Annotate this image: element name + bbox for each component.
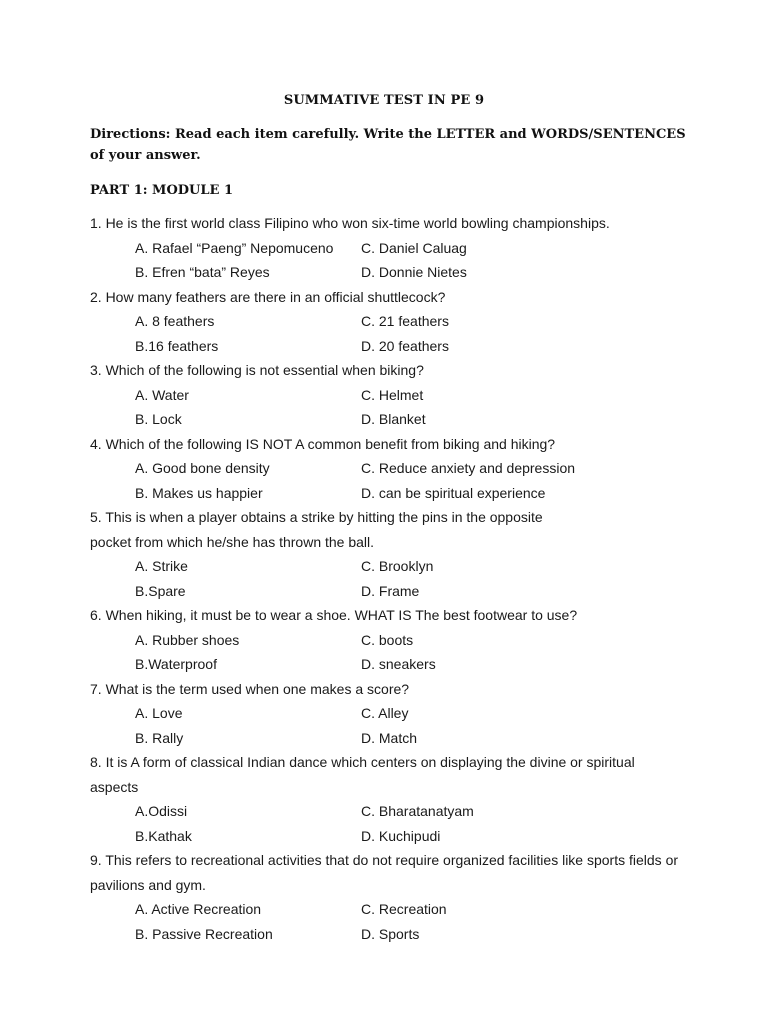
answer-option: D. sneakers: [361, 656, 436, 672]
options-row: [90, 579, 690, 604]
options-row: [90, 309, 690, 334]
answer-option: C. Alley: [361, 705, 409, 721]
question-item: [90, 677, 690, 751]
answer-option: C. Daniel Caluag: [361, 239, 467, 256]
answer-option: B. Passive Recreation: [135, 925, 273, 942]
answer-option: D. Sports: [361, 925, 420, 942]
question-item: [90, 211, 690, 285]
options-row: [90, 824, 690, 849]
options-row: [90, 799, 690, 824]
answer-option: C. Bharatanatyam: [361, 803, 474, 819]
answer-option: D. can be spiritual experience: [361, 484, 546, 501]
answer-option: B. Makes us happier: [135, 484, 263, 501]
options-row: [90, 726, 690, 751]
question-text-continued: aspects: [90, 778, 139, 795]
answer-option: B. Lock: [135, 411, 182, 427]
question-text: 2. How many feathers are there in an official shuttlecock?: [90, 288, 446, 305]
answer-option: A. Rubber shoes: [135, 631, 240, 648]
answer-option: A. Active Recreation: [135, 901, 262, 917]
question-item: [90, 603, 690, 677]
options-row: [90, 701, 690, 726]
options-row: [90, 260, 690, 285]
answer-option: D. Match: [361, 729, 418, 746]
question-text-continued: pocket from which he/she has thrown the ball.: [90, 533, 375, 550]
answer-option: D. Kuchipudi: [361, 827, 441, 844]
question-text: 8. It is A form of classical Indian dance which centers on displaying the divine or spiritual: [90, 754, 635, 770]
question-item: [90, 848, 690, 946]
test-title: SUMMATIVE TEST IN PE 9: [283, 93, 485, 108]
question-text-continued: pavilions and gym.: [90, 876, 206, 893]
question-item: [90, 750, 690, 848]
answer-option: A. 8 feathers: [135, 313, 215, 329]
answer-option: D. Blanket: [361, 411, 426, 427]
question-text: 9. This refers to recreational activities that do not require organized facilities like sports fields or: [90, 852, 679, 868]
answer-option: B.16 feathers: [135, 337, 219, 354]
answer-option: A. Water: [135, 386, 189, 403]
answer-option: B. Efren “bata” Reyes: [135, 264, 270, 280]
answer-option: C. boots: [361, 631, 414, 648]
answer-option: C. Brooklyn: [361, 558, 434, 574]
question-item: [90, 432, 690, 506]
answer-option: D. Frame: [361, 582, 420, 599]
options-row: [90, 897, 690, 922]
answer-option: A. Love: [135, 705, 183, 721]
options-row: [90, 236, 690, 261]
answer-option: A. Good bone density: [135, 460, 270, 476]
answer-option: C. 21 feathers: [361, 313, 449, 329]
question-item: [90, 505, 690, 603]
options-row: [90, 652, 690, 677]
answer-option: A. Strike: [135, 558, 188, 574]
answer-option: A. Rafael “Paeng” Nepomuceno: [135, 239, 334, 256]
options-row: [90, 922, 690, 947]
directions-text: Directions: Read each item carefully. Write the LETTER and WORDS/SENTENCES of your answer.: [90, 127, 686, 163]
question-text: 4. Which of the following IS NOT A common benefit from biking and hiking?: [90, 435, 556, 452]
options-row: [90, 334, 690, 359]
answer-option: C. Recreation: [361, 901, 447, 917]
question-list: [90, 211, 690, 946]
options-row: [90, 456, 690, 481]
options-row: [90, 481, 690, 506]
question-item: [90, 285, 690, 359]
question-text: 1. He is the first world class Filipino who won six-time world bowling championships.: [90, 215, 610, 231]
part-heading: PART 1: MODULE 1: [90, 183, 234, 198]
answer-option: C. Helmet: [361, 386, 424, 403]
options-row: [90, 407, 690, 432]
answer-option: D. 20 feathers: [361, 337, 449, 354]
answer-option: A.Odissi: [135, 803, 188, 819]
question-text: 3. Which of the following is not essential when biking?: [90, 362, 424, 378]
answer-option: B.Waterproof: [135, 656, 217, 672]
answer-option: B.Spare: [135, 582, 186, 599]
question-text: 6. When hiking, it must be to wear a shoe. WHAT IS The best footwear to use?: [90, 607, 578, 623]
options-row: [90, 554, 690, 579]
options-row: [90, 628, 690, 653]
answer-option: B. Rally: [135, 729, 184, 746]
question-text: 7. What is the term used when one makes a score?: [90, 680, 410, 697]
answer-option: B.Kathak: [135, 827, 192, 844]
question-text: 5. This is when a player obtains a strike by hitting the pins in the opposite: [90, 509, 543, 525]
options-row: [90, 383, 690, 408]
answer-option: C. Reduce anxiety and depression: [361, 460, 576, 476]
question-item: [90, 358, 690, 432]
answer-option: D. Donnie Nietes: [361, 264, 467, 280]
